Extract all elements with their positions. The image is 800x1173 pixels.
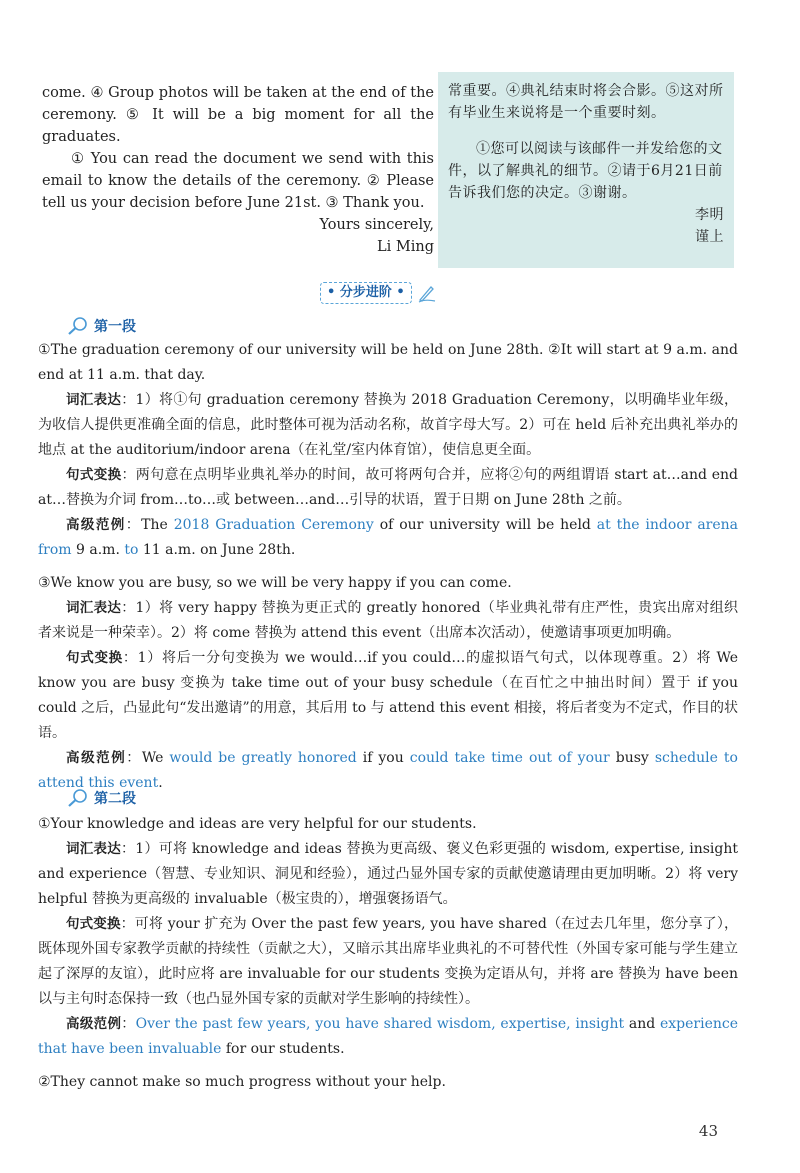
letter-english — [42, 82, 434, 258]
s1-example-2: 高级范例：We would be greatly honored if you could take time out of your busy schedule to attend this event. — [38, 750, 738, 791]
s2-syntax: 句式变换：可将 your 扩充为 Over the past few years, you have shared（在过去几年里，您分享了），既体现外国专家教学贡献的持续性（贡献之大），又暗示其出席毕业典礼的不可替代性（外国专家可能与学生建立起了深厚的友谊），此时应将 are invaluable for our students 变换为定语从句，并将 are 替换为 have been 以与主句时态保持一致（也凸显外国专家的贡献对学生影响的持续性）。 — [38, 916, 738, 1007]
section-2-body — [38, 812, 738, 1095]
letter-closing: Yours sincerely, — [319, 217, 434, 233]
s1-vocab-2: 词汇表达：1）将 very happy 替换为更正式的 greatly honored（毕业典礼带有庄严性，贵宾出席对组织者来说是一种荣幸）。2）将 come 替换为 attend this event（出席本次活动），使邀请事项更加明确。 — [38, 600, 738, 641]
section-heading-2 — [66, 788, 136, 808]
letter-paragraph-2: ① You can read the document we send with this email to know the details of the ceremony. ② Please tell us your decision before June 21st. ③ Thank you. — [42, 151, 434, 211]
s2-original-2: ②They cannot make so much progress without your help. — [38, 1074, 446, 1090]
step-title-label: • 分步进阶 • — [320, 282, 412, 304]
magnifier-icon — [66, 788, 90, 808]
pen-icon — [417, 283, 437, 303]
s2-vocab: 词汇表达：1）可将 knowledge and ideas 替换为更高级、褒义色彩更强的 wisdom, expertise, insight and experience（智慧、专业知识、洞见和经验），通过凸显外国专家的贡献使邀请理由更加明晰。2）将 very helpful 替换为更高级的 invaluable（极宝贵的），增强褒扬语气。 — [38, 841, 738, 907]
section-title-1: 第一段 — [94, 319, 136, 335]
translation-closing: 谨上 — [695, 229, 724, 245]
s2-example: 高级范例：Over the past few years, you have shared wisdom, expertise, insight and experience that have been invaluable for our students. — [38, 1016, 739, 1057]
translation-paragraph-2: ①您可以阅读与该邮件一并发给您的文件，以了解典礼的细节。②请于6月21日前告诉我们您的决定。③谢谢。 — [448, 141, 723, 201]
letter-paragraph-1: come. ④ Group photos will be taken at the end of the ceremony. ⑤ It will be a big moment for all the graduates. — [42, 85, 434, 145]
s1-syntax-2: 句式变换：1）将后一分句变换为 we would…if you could…的虚拟语气句式，以体现尊重。2）将 We know you are busy 变换为 take time out of your busy schedule（在百忙之中抽出时间）置于 if you could 之后，凸显此句“发出邀请”的用意，其后用 to 与 attend this event 相接，将后者变为不定式，作目的状语。 — [38, 650, 738, 741]
translation-paragraph-1: 常重要。④典礼结束时将会合影。⑤这对所有毕业生来说将是一个重要时刻。 — [448, 83, 724, 121]
s1-syntax: 句式变换：两句意在点明毕业典礼举办的时间，故可将两句合并，应将②句的两组谓语 start at…and end at…替换为介词 from…to…或 between…and…引导的状语，置于日期 on June 28th 之前。 — [38, 467, 739, 508]
s1-vocab: 词汇表达：1）将①句 graduation ceremony 替换为 2018 Graduation Ceremony，以明确毕业年级，为收信人提供更准确全面的信息，此时整体可视为活动名称，故首字母大写。2）可在 held 后补充出典礼举办的地点 at the auditorium/indoor arena（在礼堂/室内体育馆），使信息更全面。 — [38, 392, 739, 458]
section-heading-1 — [66, 316, 136, 336]
translation-box — [438, 72, 734, 268]
s1-original-3: ③We know you are busy, so we will be very happy if you can come. — [38, 575, 512, 591]
s2-original-1: ①Your knowledge and ideas are very helpful for our students. — [38, 816, 477, 832]
letter-signature: Li Ming — [377, 239, 434, 255]
s1-original-1: ①The graduation ceremony of our university will be held on June 28th. ②It will start at 9 a.m. and end at 11 a.m. that day. — [38, 342, 738, 383]
magnifier-icon — [66, 316, 90, 336]
section-1-body — [38, 338, 738, 796]
page-number: 43 — [698, 1122, 718, 1140]
step-title — [320, 282, 437, 304]
s1-example: 高级范例：The 2018 Graduation Ceremony of our university will be held at the indoor arena from 9 a.m. to 11 a.m. on June 28th. — [38, 517, 739, 558]
section-title-2: 第二段 — [94, 791, 136, 807]
translation-signature: 李明 — [695, 207, 724, 223]
